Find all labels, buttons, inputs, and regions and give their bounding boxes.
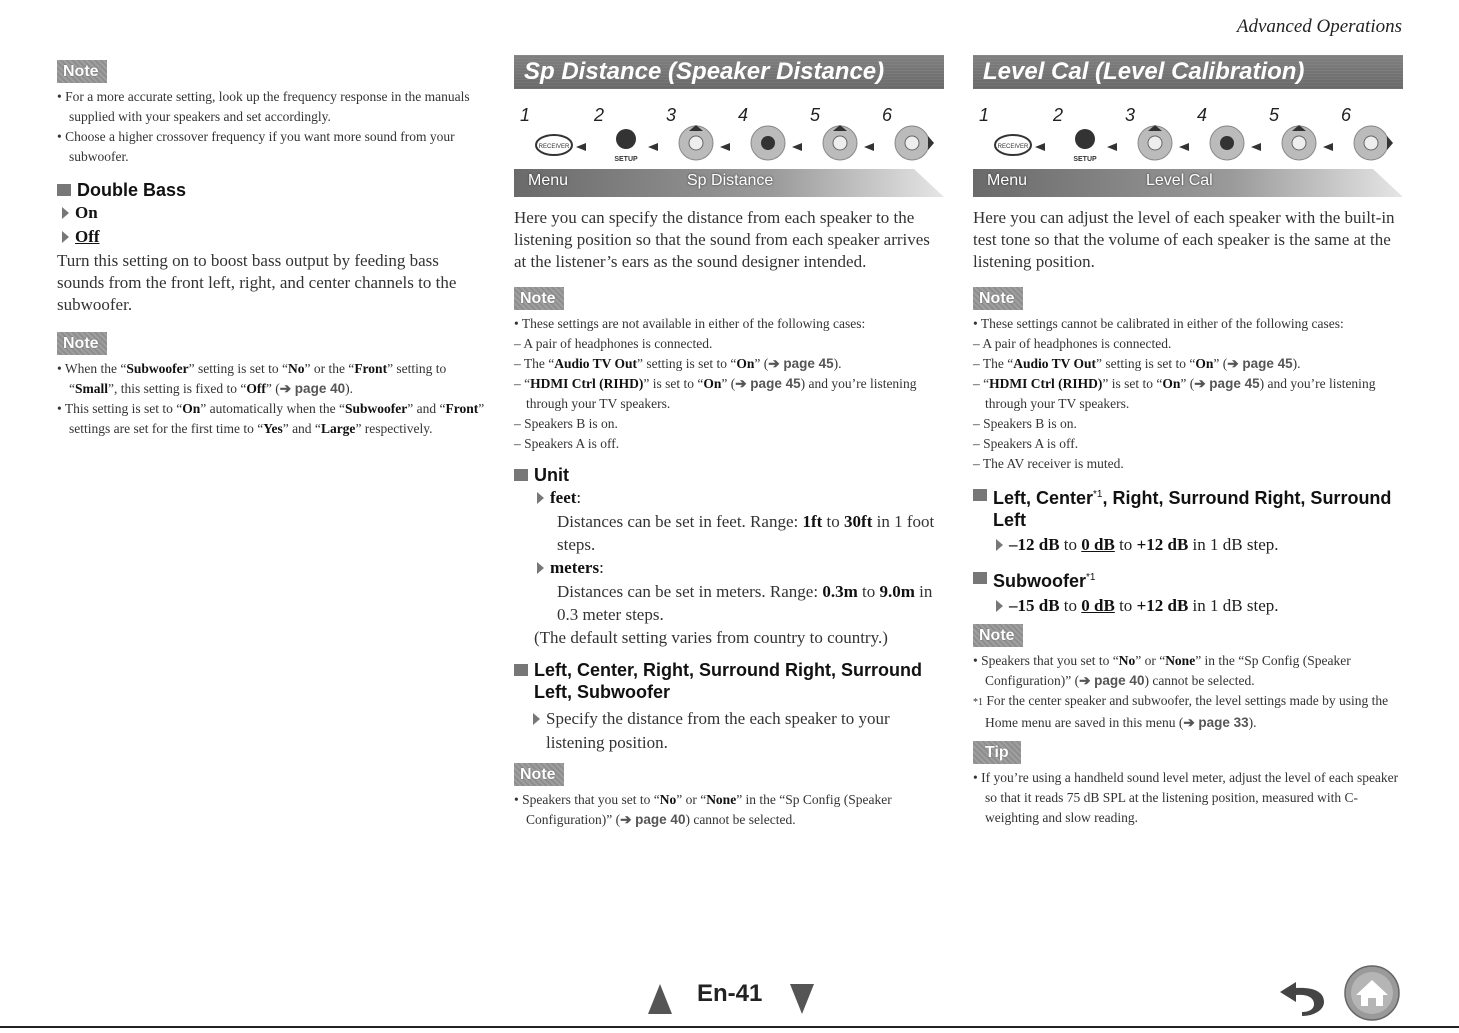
steps-diagram bbox=[514, 99, 944, 169]
arrow-icon bbox=[1035, 143, 1045, 151]
step-number: 5 bbox=[1269, 105, 1280, 125]
svg-text:SETUP: SETUP bbox=[614, 156, 638, 163]
arrow-icon bbox=[1179, 143, 1189, 151]
page-reference[interactable]: ➔ page 45 bbox=[768, 356, 834, 371]
triangle-icon bbox=[537, 562, 544, 574]
note-label: Note bbox=[57, 332, 107, 355]
heading-subwoofer: Subwoofer$^{*1}$ bbox=[973, 567, 1403, 592]
note-list bbox=[973, 314, 1403, 474]
step-number: 4 bbox=[738, 105, 749, 125]
svg-text:SETUP: SETUP bbox=[1073, 156, 1097, 163]
list-item: – Speakers B is on. bbox=[514, 416, 618, 431]
column-left bbox=[57, 55, 489, 439]
cursor-pad-icon bbox=[895, 126, 934, 160]
option-meters: meters: bbox=[532, 556, 944, 580]
page-number: En-41 bbox=[697, 980, 763, 1007]
level-range: –12 dB to 0 dB to +12 dB in 1 dB step. bbox=[991, 533, 1403, 557]
step-number: 3 bbox=[1125, 105, 1136, 125]
svg-text:RECEIVER: RECEIVER bbox=[538, 144, 570, 150]
triangle-icon bbox=[62, 231, 69, 243]
section-banner-level-cal: Level Cal (Level Calibration) bbox=[973, 55, 1403, 89]
list-item: – “HDMI Ctrl (RIHD)” is set to “On” (➔ page 45) and you’re listening through your TV speakers. bbox=[973, 376, 1376, 411]
cursor-pad-icon bbox=[1210, 126, 1244, 160]
cursor-pad-icon bbox=[1354, 126, 1393, 160]
bottom-rule bbox=[0, 1026, 1459, 1028]
note-label: Note bbox=[973, 624, 1023, 647]
page-reference[interactable]: ➔ page 45 bbox=[1194, 376, 1260, 391]
note-list bbox=[57, 87, 489, 167]
page-reference[interactable]: ➔ page 40 bbox=[620, 812, 686, 827]
meters-description: Distances can be set in meters. Range: 0.3m to 9.0m in 0.3 meter steps. bbox=[557, 582, 933, 624]
receiver-button-icon bbox=[536, 135, 572, 155]
note-list bbox=[514, 790, 944, 830]
arrow-icon bbox=[864, 143, 874, 151]
arrow-icon bbox=[576, 143, 586, 151]
tip-list bbox=[973, 768, 1403, 828]
list-item: • Speakers that you set to “No” or “None” in the “Sp Config (Speaker Configuration)” (➔ page 40) cannot be selected. bbox=[514, 792, 892, 827]
section-title: Advanced Operations bbox=[1236, 16, 1402, 37]
step-number: 6 bbox=[882, 105, 893, 125]
step-number: 4 bbox=[1197, 105, 1208, 125]
cursor-pad-icon bbox=[823, 125, 857, 160]
arrow-icon bbox=[792, 143, 802, 151]
setup-button-icon bbox=[614, 129, 638, 163]
menu-item-label: Sp Distance bbox=[687, 172, 774, 189]
operation-steps bbox=[973, 99, 1403, 169]
cursor-pad-icon bbox=[1282, 125, 1316, 160]
page-reference[interactable]: ➔ page 45 bbox=[1227, 356, 1293, 371]
heading-unit: Unit bbox=[514, 464, 944, 486]
next-page-icon[interactable] bbox=[790, 984, 814, 1014]
page-reference[interactable]: ➔ page 33 bbox=[1183, 715, 1249, 730]
column-middle bbox=[514, 55, 944, 830]
note-label: Note bbox=[514, 287, 564, 310]
arrow-icon bbox=[720, 143, 730, 151]
list-item: – Speakers A is off. bbox=[973, 436, 1079, 451]
list-item: • If you’re using a handheld sound level meter, adjust the level of each speaker so that it reads 75 dB SPL at the listening position, measured with C-weighting and slow reading. bbox=[973, 770, 1399, 825]
arrow-icon bbox=[1323, 143, 1333, 151]
subwoofer-range: –15 dB to 0 dB to +12 dB in 1 dB step. bbox=[991, 594, 1403, 618]
list-item: • When the “Subwoofer” setting is set to “No” or the “Front” setting to “Small”, this setting is fixed to “Off” (➔ page 40). bbox=[57, 361, 447, 396]
step-number: 2 bbox=[1053, 105, 1064, 125]
page-reference[interactable]: ➔ page 40 bbox=[1079, 673, 1145, 688]
column-right bbox=[973, 55, 1403, 828]
option-on: On bbox=[57, 201, 489, 225]
list-item: – A pair of headphones is connected. bbox=[973, 336, 1172, 351]
tip-label: Tip bbox=[973, 741, 1021, 764]
intro-paragraph: Here you can adjust the level of each speaker with the built-in test tone so that the volume of each speaker is the same at the listening position. bbox=[973, 208, 1395, 271]
arrow-icon bbox=[648, 143, 658, 151]
speakers-description: Specify the distance from the each speaker to your listening position. bbox=[528, 707, 944, 755]
receiver-button-icon bbox=[995, 135, 1031, 155]
operation-steps bbox=[514, 99, 944, 169]
list-item: – A pair of headphones is connected. bbox=[514, 336, 713, 351]
arrow-icon bbox=[1107, 143, 1117, 151]
cursor-pad-icon bbox=[679, 125, 713, 160]
note-label: Note bbox=[514, 763, 564, 786]
triangle-icon bbox=[996, 600, 1003, 612]
list-item: – The “Audio TV Out” setting is set to “On” (➔ page 45). bbox=[973, 356, 1301, 371]
note-label: Note bbox=[57, 60, 107, 83]
arrow-icon bbox=[1251, 143, 1261, 151]
step-number: 5 bbox=[810, 105, 821, 125]
menu-label: Menu bbox=[528, 172, 569, 189]
list-item: • These settings are not available in either of the following cases: bbox=[514, 316, 866, 331]
triangle-icon bbox=[996, 539, 1003, 551]
heading-speakers: Left, Center, Right, Surround Right, Surround Left, Subwoofer bbox=[514, 659, 944, 703]
menu-item-label: Level Cal bbox=[1146, 172, 1213, 189]
list-item: – The AV receiver is muted. bbox=[973, 456, 1124, 471]
double-bass-description: Turn this setting on to boost bass output by feeding bass sounds from the front left, right, and center channels to the subwoofer. bbox=[57, 251, 457, 314]
setup-button-icon bbox=[1073, 129, 1097, 163]
back-icon[interactable] bbox=[1278, 972, 1328, 1016]
step-number: 1 bbox=[979, 105, 990, 125]
step-number: 3 bbox=[666, 105, 677, 125]
menu-path-bar bbox=[514, 169, 944, 197]
note-label: Note bbox=[973, 287, 1023, 310]
triangle-icon bbox=[537, 492, 544, 504]
list-item: – “HDMI Ctrl (RIHD)” is set to “On” (➔ page 45) and you’re listening through your TV speakers. bbox=[514, 376, 917, 411]
heading-double-bass: Double Bass bbox=[57, 179, 489, 201]
cursor-pad-icon bbox=[1138, 125, 1172, 160]
list-item: • For a more accurate setting, look up the frequency response in the manuals supplied with your speakers and set accordingly. bbox=[57, 89, 470, 124]
cursor-pad-icon bbox=[751, 126, 785, 160]
heading-left-center-right: Left, Center$^{*1}$, Right, Surround Right, Surround Left bbox=[973, 484, 1403, 531]
page-reference[interactable]: ➔ page 45 bbox=[735, 376, 801, 391]
previous-page-icon[interactable] bbox=[648, 984, 672, 1014]
menu-label: Menu bbox=[987, 172, 1028, 189]
triangle-icon bbox=[533, 713, 540, 725]
triangle-icon bbox=[62, 207, 69, 219]
option-off-default: Off bbox=[57, 225, 489, 249]
menu-path-bar bbox=[973, 169, 1403, 197]
feet-description: Distances can be set in feet. Range: 1ft to 30ft in 1 foot steps. bbox=[557, 512, 935, 554]
footnote: *1 For the center speaker and subwoofer, the level settings made by using the Home menu are saved in this menu (➔ page 33). bbox=[973, 693, 1389, 730]
note-list bbox=[514, 314, 944, 454]
steps-diagram bbox=[973, 99, 1403, 169]
default-setting-note: (The default setting varies from country to country.) bbox=[534, 628, 888, 647]
list-item: – The “Audio TV Out” setting is set to “On” (➔ page 45). bbox=[514, 356, 842, 371]
note-list bbox=[57, 359, 489, 439]
step-number: 1 bbox=[520, 105, 531, 125]
page-reference[interactable]: ➔ page 40 bbox=[279, 381, 346, 396]
intro-paragraph: Here you can specify the distance from each speaker to the listening position so that the sound from each speaker arrives at the listener’s ears as the sound designer intended. bbox=[514, 208, 930, 271]
note-list bbox=[973, 651, 1403, 733]
list-item: – Speakers A is off. bbox=[514, 436, 620, 451]
section-banner-sp-distance: Sp Distance (Speaker Distance) bbox=[514, 55, 944, 89]
home-icon[interactable] bbox=[1342, 965, 1402, 1021]
list-item: • Speakers that you set to “No” or “None” in the “Sp Config (Speaker Configuration)” (➔ page 40) cannot be selected. bbox=[973, 653, 1351, 688]
list-item: • This setting is set to “On” automatically when the “Subwoofer” and “Front” settings are set for the first time to “Yes” and “Large” respectively. bbox=[57, 401, 485, 436]
option-feet: feet: bbox=[532, 486, 944, 510]
step-number: 6 bbox=[1341, 105, 1352, 125]
svg-text:RECEIVER: RECEIVER bbox=[997, 144, 1029, 150]
list-item: – Speakers B is on. bbox=[973, 416, 1077, 431]
step-number: 2 bbox=[594, 105, 605, 125]
list-item: • These settings cannot be calibrated in either of the following cases: bbox=[973, 316, 1344, 331]
list-item: • Choose a higher crossover frequency if you want more sound from your subwoofer. bbox=[57, 129, 455, 164]
